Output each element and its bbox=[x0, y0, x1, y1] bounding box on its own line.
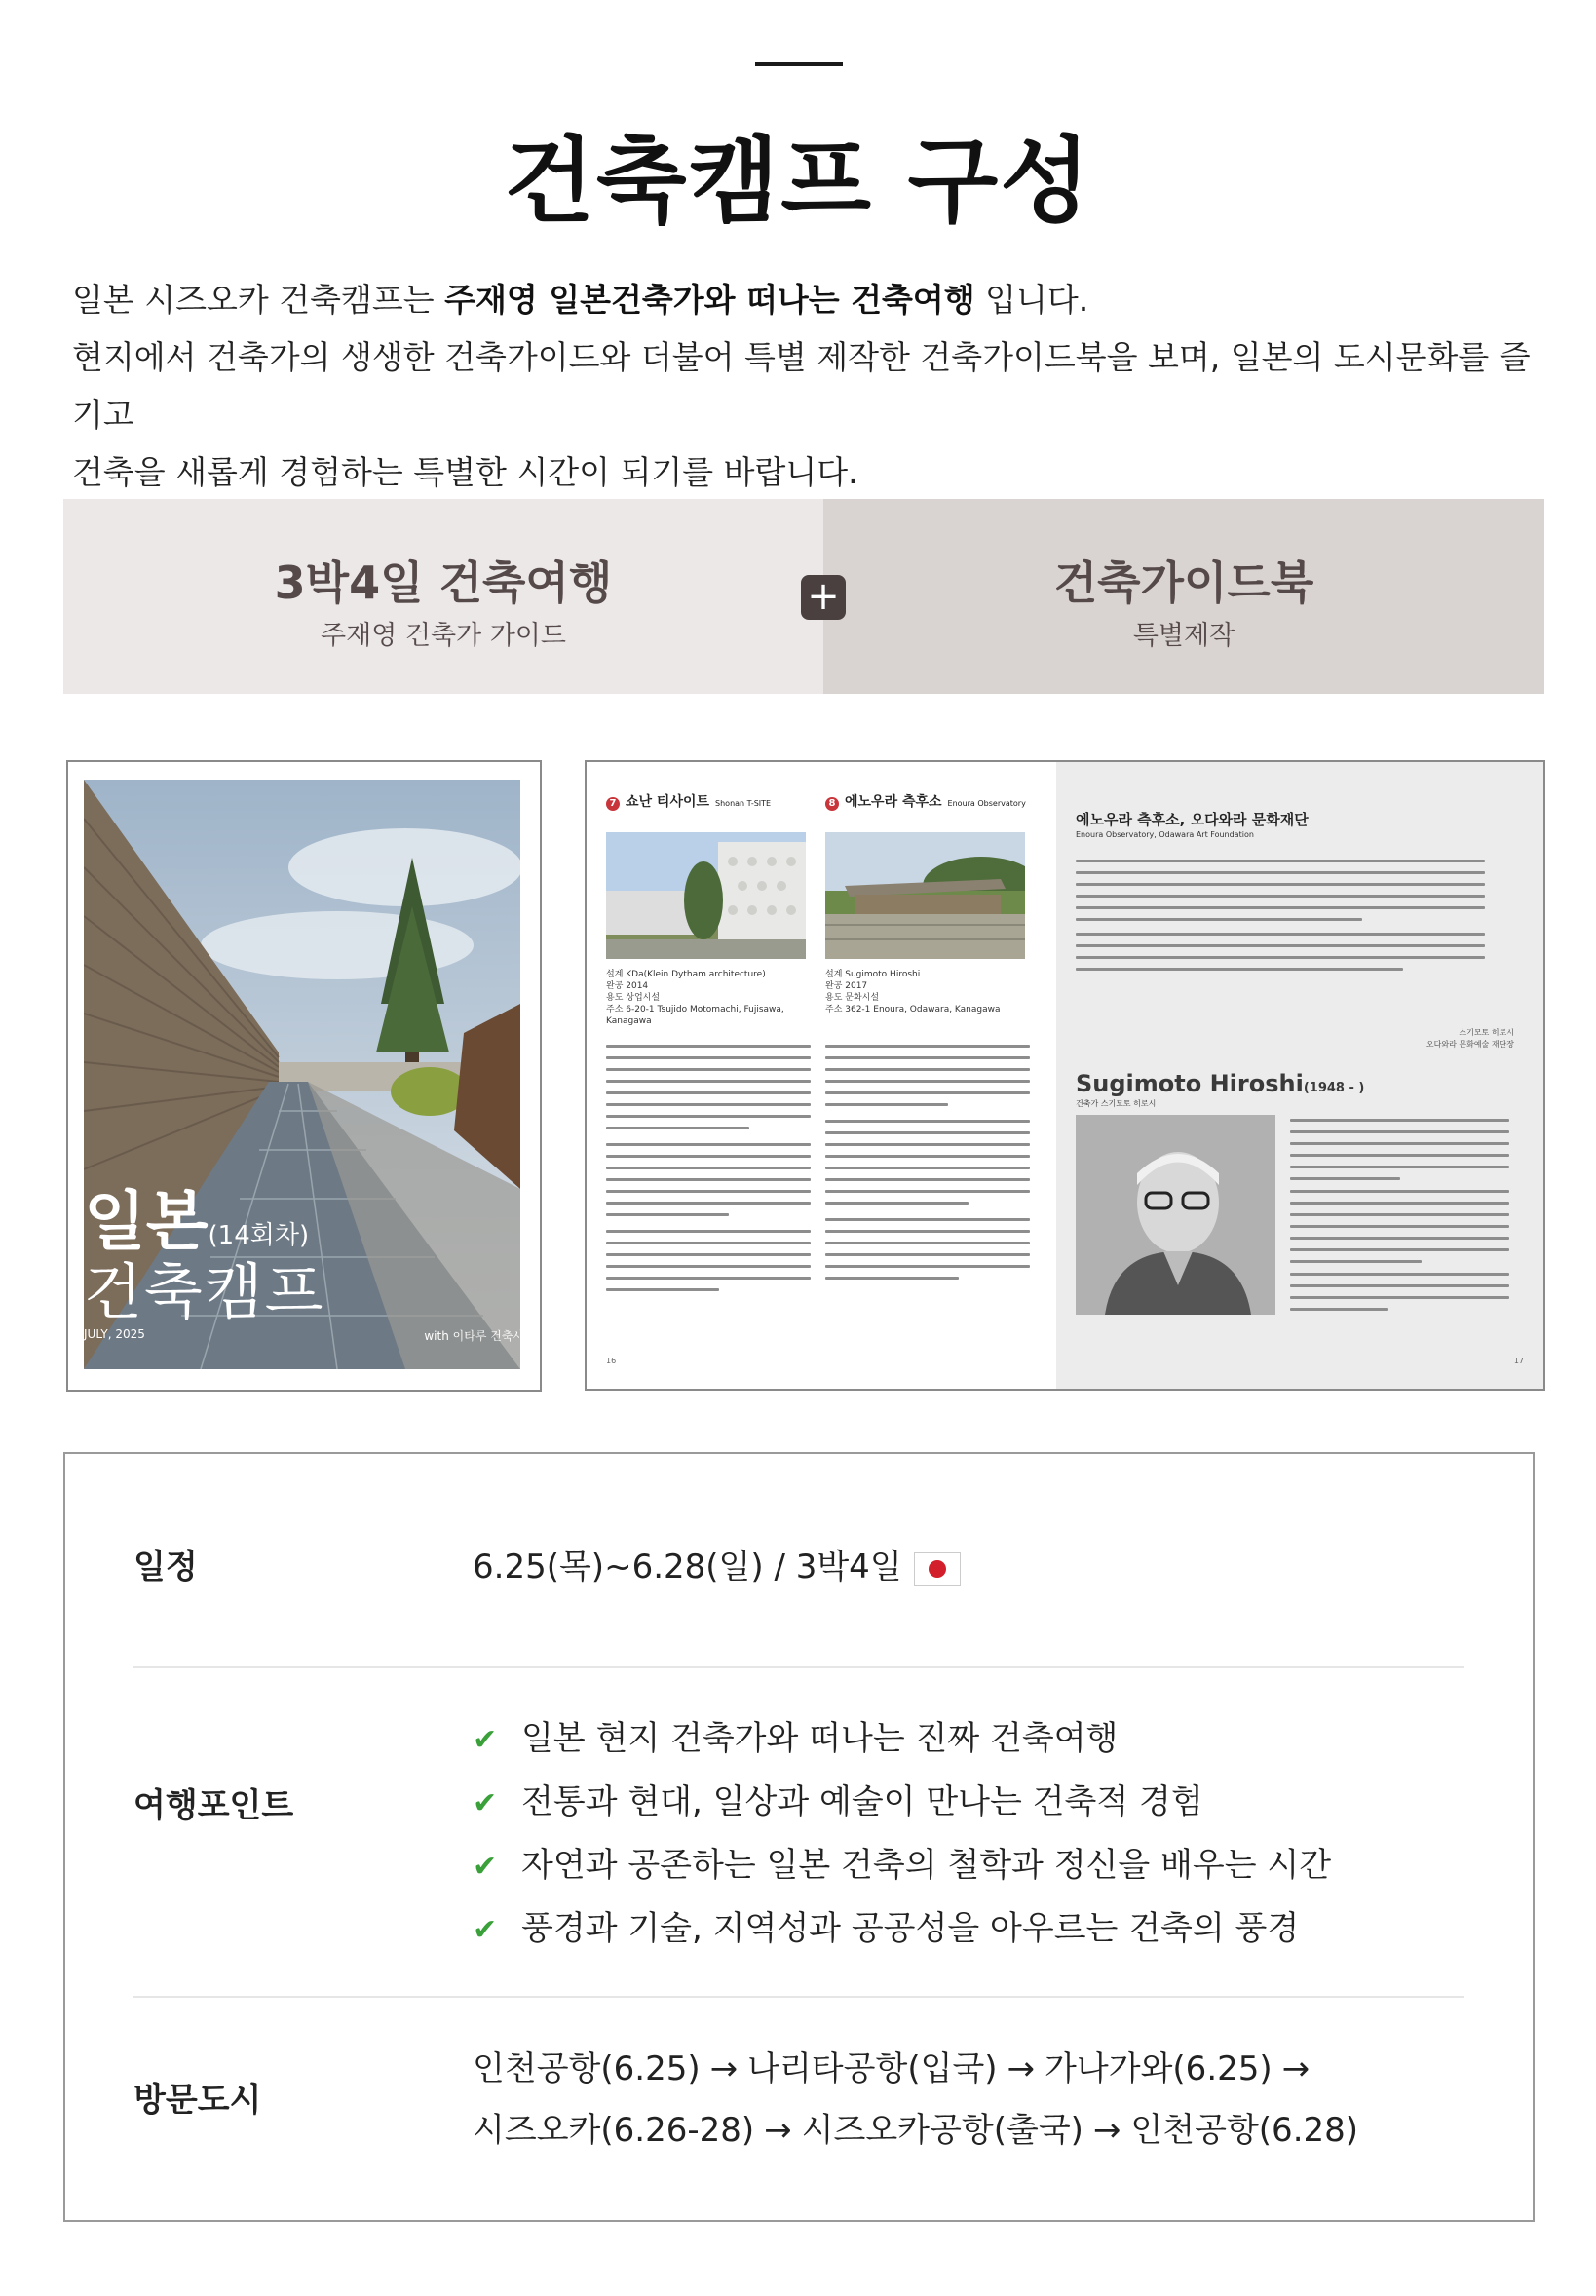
point-item: ✔ 풍경과 기술, 지역성과 공공성을 아우르는 건축의 풍경 bbox=[473, 1909, 1300, 1948]
point-item: ✔ 일본 현지 건축가와 떠나는 진짜 건축여행 bbox=[473, 1719, 1119, 1758]
spread-heading-a: 7 쇼난 티사이트 Shonan T-SITE bbox=[606, 791, 771, 811]
enoura-photo-svg bbox=[825, 832, 1025, 959]
point-item: ✔ 자연과 공존하는 일본 건축의 철학과 정신을 배우는 시간 bbox=[473, 1846, 1332, 1885]
intro-text bbox=[72, 271, 1534, 501]
spread-right-subtitle: Enoura Observatory, Odawara Art Foundation bbox=[1076, 830, 1254, 839]
check-icon: ✔ bbox=[473, 1913, 498, 1947]
cover-credit: with 이타루 건축사 bbox=[424, 1329, 524, 1343]
spread-right-page bbox=[1056, 762, 1543, 1389]
arrow-right-icon: → bbox=[1092, 2111, 1121, 2150]
enoura-meta: 설계 Sugimoto Hiroshi 완공 2017 용도 문화시설 주소 362-1 Enoura, Odawara, Kanagawa bbox=[825, 970, 1001, 1014]
trip-info-box bbox=[63, 1452, 1535, 2222]
enoura-body-text bbox=[825, 1045, 1030, 1288]
spread-heading-b: 8 에노우라 측후소 Enoura Observatory bbox=[825, 791, 1026, 811]
arrow-right-icon: → bbox=[764, 2111, 792, 2150]
combo-right-title: 건축가이드북 bbox=[1053, 556, 1314, 609]
check-icon: ✔ bbox=[473, 1786, 498, 1820]
cities-label: 방문도시 bbox=[133, 2081, 262, 2120]
architect-bio bbox=[1290, 1119, 1509, 1320]
arrow-right-icon: → bbox=[1007, 2049, 1036, 2088]
points-label: 여행포인트 bbox=[133, 1786, 294, 1825]
tsite-photo-svg bbox=[606, 832, 806, 959]
combo-banner bbox=[63, 499, 1544, 694]
page-number-left: 16 bbox=[606, 1357, 617, 1365]
combo-right-subtitle: 특별제작 bbox=[1132, 621, 1235, 651]
cover-title-sub: 건축캠프 bbox=[84, 1256, 325, 1327]
info-divider-1 bbox=[133, 1666, 1464, 1668]
japan-flag-icon bbox=[914, 1552, 961, 1586]
page-title: 건축캠프 구성 bbox=[504, 127, 1092, 236]
heading-rule bbox=[755, 62, 843, 66]
intro-line-2: 현지에서 건축가의 생생한 건축가이드와 더불어 특별 제작한 건축가이드북을 보며, 일본의 도시문화를 즐기고 bbox=[72, 338, 1531, 434]
tsite-meta: 설계 KDa(Klein Dytham architecture) 완공 2014 용도 상업시설 주소 6-20-1 Tsujido Motomachi, Fujisawa, Kanagawa bbox=[606, 970, 784, 1026]
guidebook-spread bbox=[585, 760, 1545, 1391]
enoura-photo bbox=[825, 832, 1025, 959]
check-icon: ✔ bbox=[473, 1723, 498, 1757]
spread-right-body bbox=[1076, 860, 1485, 979]
cities-line-1: 인천공항(6.25) → 나리타공항(입국) → 가나가와(6.25) → bbox=[473, 2049, 1311, 2088]
architect-name-sub: 건축가 스기모토 히로시 bbox=[1076, 1099, 1157, 1108]
combo-left-title: 3박4일 건축여행 bbox=[274, 556, 613, 609]
schedule-value: 6.25(목)~6.28(일) / 3박4일 bbox=[473, 1540, 961, 1588]
cover-title-main: 일본(14회차) bbox=[84, 1184, 310, 1259]
intro-highlight: 주재영 일본건축가와 떠나는 건축여행 bbox=[444, 281, 975, 319]
intro-line-3: 건축을 새롭게 경험하는 특별한 시간이 되기를 바랍니다. bbox=[72, 453, 858, 491]
architect-portrait bbox=[1076, 1115, 1275, 1315]
schedule-label: 일정 bbox=[133, 1548, 198, 1587]
cities-line-2: 시즈오카(6.26-28) → 시즈오카공항(출국) → 인천공항(6.28) bbox=[473, 2111, 1359, 2150]
check-icon: ✔ bbox=[473, 1850, 498, 1884]
architect-name: Sugimoto Hiroshi(1948 - ) bbox=[1076, 1070, 1365, 1097]
cover-date: JULY, 2025 bbox=[84, 1327, 145, 1341]
architect-portrait-svg bbox=[1076, 1115, 1275, 1315]
arrow-right-icon: → bbox=[709, 2049, 739, 2088]
spread-right-signature: 스기모토 히로시 오다와라 문화예술 재단장 bbox=[1425, 1028, 1514, 1049]
combo-left-panel bbox=[63, 499, 823, 694]
cover-issue: (14회차) bbox=[208, 1221, 310, 1250]
intro-line-1: 일본 시즈오카 건축캠프는 주재영 일본건축가와 떠나는 건축여행 입니다. bbox=[72, 281, 1089, 319]
point-item: ✔ 전통과 현대, 일상과 예술이 만나는 건축적 경험 bbox=[473, 1782, 1203, 1821]
page-number-right: 17 bbox=[1513, 1357, 1524, 1365]
info-divider-2 bbox=[133, 1996, 1464, 1998]
tsite-photo bbox=[606, 832, 806, 959]
tsite-body-text bbox=[606, 1045, 811, 1300]
spread-right-title: 에노우라 측후소, 오다와라 문화재단 bbox=[1076, 811, 1309, 828]
arrow-right-icon: → bbox=[1281, 2049, 1311, 2088]
combo-right-panel bbox=[823, 499, 1544, 694]
plus-icon: + bbox=[801, 575, 846, 620]
guidebook-cover bbox=[66, 760, 542, 1392]
combo-left-subtitle: 주재영 건축가 가이드 bbox=[321, 621, 566, 651]
